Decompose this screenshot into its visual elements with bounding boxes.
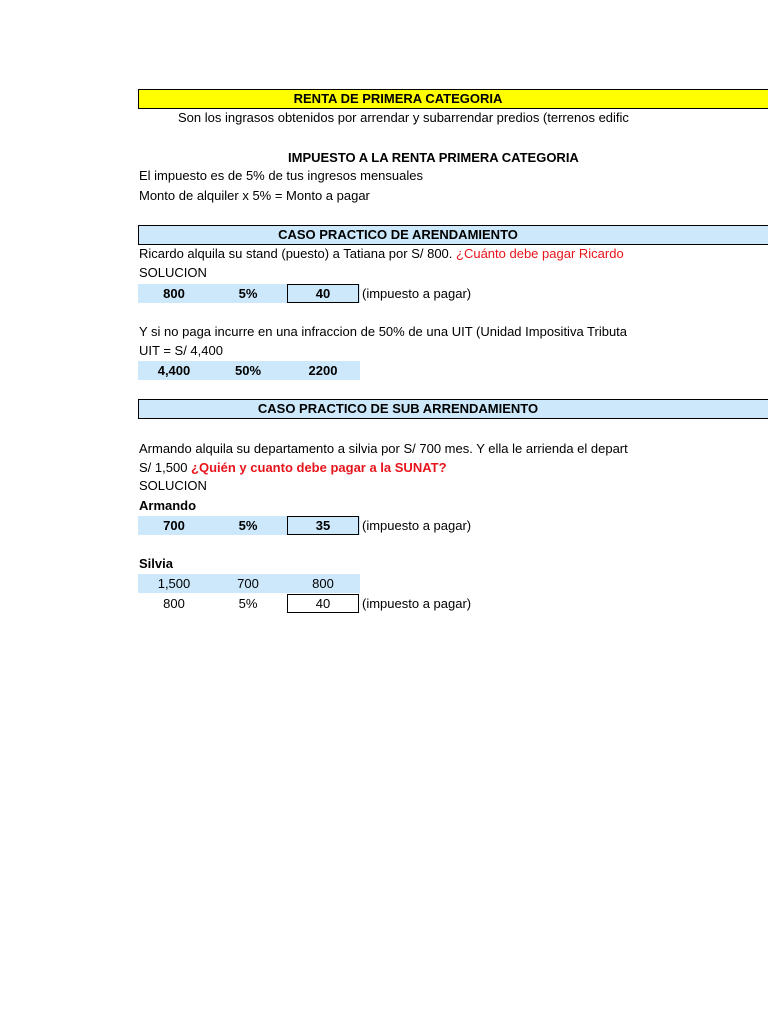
silvia-tax-note: (impuesto a pagar) bbox=[362, 596, 472, 611]
armando-amount-cell: 700 bbox=[163, 518, 185, 533]
tax-rate-text: El impuesto es de 5% de tus ingresos mensuales bbox=[139, 168, 423, 183]
silvia-cost-cell: 700 bbox=[237, 576, 259, 591]
case2-statement: Armando alquila su departamento a silvia por S/ 700 mes. Y ella le arrienda el depart bbox=[139, 441, 628, 456]
silvia-income-cell: 1,500 bbox=[157, 576, 191, 591]
uit-amount-cell: 4,400 bbox=[157, 363, 191, 378]
silvia-base-cell: 800 bbox=[163, 596, 185, 611]
subtitle: IMPUESTO A LA RENTA PRIMERA CATEGORIA bbox=[288, 150, 579, 165]
uit-text: UIT = S/ 4,400 bbox=[139, 343, 223, 358]
silvia-label: Silvia bbox=[139, 556, 173, 571]
case1-rate-cell: 5% bbox=[238, 286, 258, 301]
case1-statement-text: Ricardo alquila su stand (puesto) a Tatiana por S/ 800. bbox=[139, 246, 457, 261]
section-title-case1: CASO PRACTICO DE ARENDAMIENTO bbox=[278, 227, 518, 242]
formula-text: Monto de alquiler x 5% = Monto a pagar bbox=[139, 188, 370, 203]
silvia-tax-cell: 40 bbox=[287, 594, 359, 613]
case2-amount-text: S/ 1,500 bbox=[139, 460, 192, 475]
intro-text: Son los ingrasos obtenidos por arrendar y subarrendar predios (terrenos edific bbox=[178, 110, 629, 125]
infraccion-text: Y si no paga incurre en una infraccion de 50% de una UIT (Unidad Impositiva Tributa bbox=[139, 324, 628, 339]
penalty-rate-cell: 50% bbox=[234, 363, 262, 378]
case2-question-line bbox=[139, 459, 447, 477]
case1-amount-cell: 800 bbox=[163, 286, 185, 301]
case1-question: ¿Cuánto debe pagar Ricardo bbox=[456, 246, 624, 261]
armando-tax-note: (impuesto a pagar) bbox=[362, 518, 472, 533]
penalty-amount-cell: 2200 bbox=[308, 363, 338, 378]
case2-solucion-label: SOLUCION bbox=[139, 478, 207, 493]
section-title-case2: CASO PRACTICO DE SUB ARRENDAMIENTO bbox=[257, 401, 539, 416]
armando-rate-cell: 5% bbox=[238, 518, 258, 533]
case1-tax-note: (impuesto a pagar) bbox=[362, 286, 472, 301]
case1-statement bbox=[139, 245, 658, 263]
armando-label: Armando bbox=[139, 498, 197, 513]
armando-tax-cell: 35 bbox=[287, 516, 359, 535]
silvia-rate-cell: 5% bbox=[238, 596, 258, 611]
silvia-diff-cell: 800 bbox=[312, 576, 334, 591]
case2-question: ¿Quién y cuanto debe pagar a la SUNAT? bbox=[191, 460, 447, 475]
section-title-renta: RENTA DE PRIMERA CATEGORIA bbox=[293, 91, 503, 106]
case1-tax-cell: 40 bbox=[287, 284, 359, 303]
case1-solucion-label: SOLUCION bbox=[139, 265, 207, 280]
